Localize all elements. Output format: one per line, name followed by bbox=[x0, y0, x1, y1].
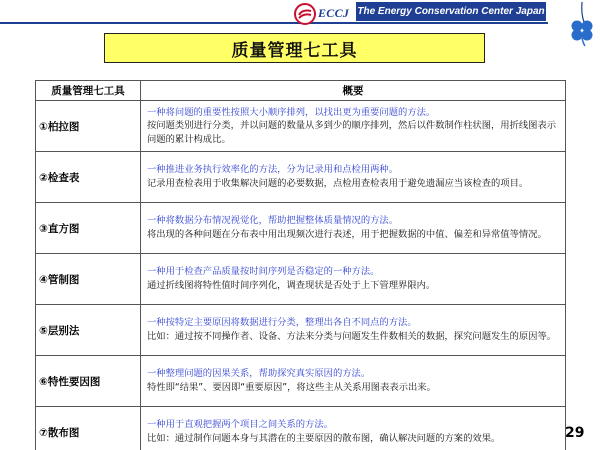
table-row bbox=[36, 305, 566, 356]
summary-body: 通过折线图将特性值时间序列化，调查现状是否处于上下管理界限内。 bbox=[147, 280, 436, 291]
page-number: 29 bbox=[565, 425, 585, 441]
tool-summary bbox=[141, 152, 566, 203]
logo-text: ECCJ bbox=[318, 6, 350, 20]
tool-name: ⑥特性要因图 bbox=[36, 356, 141, 407]
column-header-summary: 概要 bbox=[141, 81, 566, 101]
summary-body: 特性即“结果”、要因即“重要原因”，将这些主从关系用图表表示出来。 bbox=[147, 382, 436, 393]
tool-name: ⑤层别法 bbox=[36, 305, 141, 356]
tool-summary bbox=[141, 254, 566, 305]
organization-banner: The Energy Conservation Center Japan bbox=[356, 2, 546, 21]
summary-body: 比如：通过制作问题本身与其潜在的主要原因的散布图，确认解决问题的方案的效果。 bbox=[147, 433, 501, 444]
header-rule bbox=[0, 22, 548, 24]
summary-body: 记录用查检表用于收集解决问题的必要数据，点检用查检表用于避免遗漏应当该检查的项目。 bbox=[147, 178, 529, 189]
summary-body: 比如：通过按不同操作者、设备、方法来分类与问题发生件数相关的数据，探究问题发生的原因等。 bbox=[147, 331, 557, 342]
summary-lead: 一种用于检查产品质量按时间序列是否稳定的一种方法。 bbox=[147, 266, 380, 278]
table-row bbox=[36, 407, 566, 450]
page-title: 质量管理七工具 bbox=[104, 33, 485, 63]
summary-lead: 一种将数据分布情况视觉化，帮助把握整体质量情况的方法。 bbox=[147, 215, 399, 227]
table-header-row bbox=[36, 81, 566, 101]
summary-lead: 一种按特定主要原因将数据进行分类，整理出各自不同点的方法。 bbox=[147, 317, 417, 329]
tool-name: ⑦散布图 bbox=[36, 407, 141, 450]
table-row bbox=[36, 203, 566, 254]
tool-name: ②检查表 bbox=[36, 152, 141, 203]
clover-icon bbox=[566, 0, 598, 48]
eccj-logo-icon bbox=[294, 3, 316, 25]
qc-tools-table bbox=[35, 80, 566, 450]
summary-body: 将出现的各种问题在分布表中用出现频次进行表述，用于把握数据的中值、偏差和异常值等情况。 bbox=[147, 229, 547, 240]
tool-name: ③直方图 bbox=[36, 203, 141, 254]
summary-lead: 一种用于直观把握两个项目之间关系的方法。 bbox=[147, 419, 333, 431]
tool-summary bbox=[141, 356, 566, 407]
summary-lead: 一种整理问题的因果关系，帮助探究真实原因的方法。 bbox=[147, 368, 371, 380]
table-row bbox=[36, 101, 566, 152]
column-header-tool: 质量管理七工具 bbox=[36, 81, 141, 101]
tool-summary bbox=[141, 407, 566, 450]
summary-body: 按问题类别进行分类，并以问题的数量从多到少的顺序排列，然后以件数制作柱状图，用折线图表示问题的累计构成比。 bbox=[147, 120, 557, 145]
tool-summary bbox=[141, 203, 566, 254]
tool-name: ④管制图 bbox=[36, 254, 141, 305]
table-row bbox=[36, 356, 566, 407]
summary-lead: 一种将问题的重要性按照大小顺序排列，以找出更为重要问题的方法。 bbox=[147, 106, 436, 118]
table-row bbox=[36, 254, 566, 305]
tool-name: ①柏拉图 bbox=[36, 101, 141, 152]
table-row bbox=[36, 152, 566, 203]
tool-summary bbox=[141, 305, 566, 356]
summary-lead: 一种推进业务执行效率化的方法，分为记录用和点检用两种。 bbox=[147, 164, 399, 176]
tool-summary bbox=[141, 101, 566, 152]
